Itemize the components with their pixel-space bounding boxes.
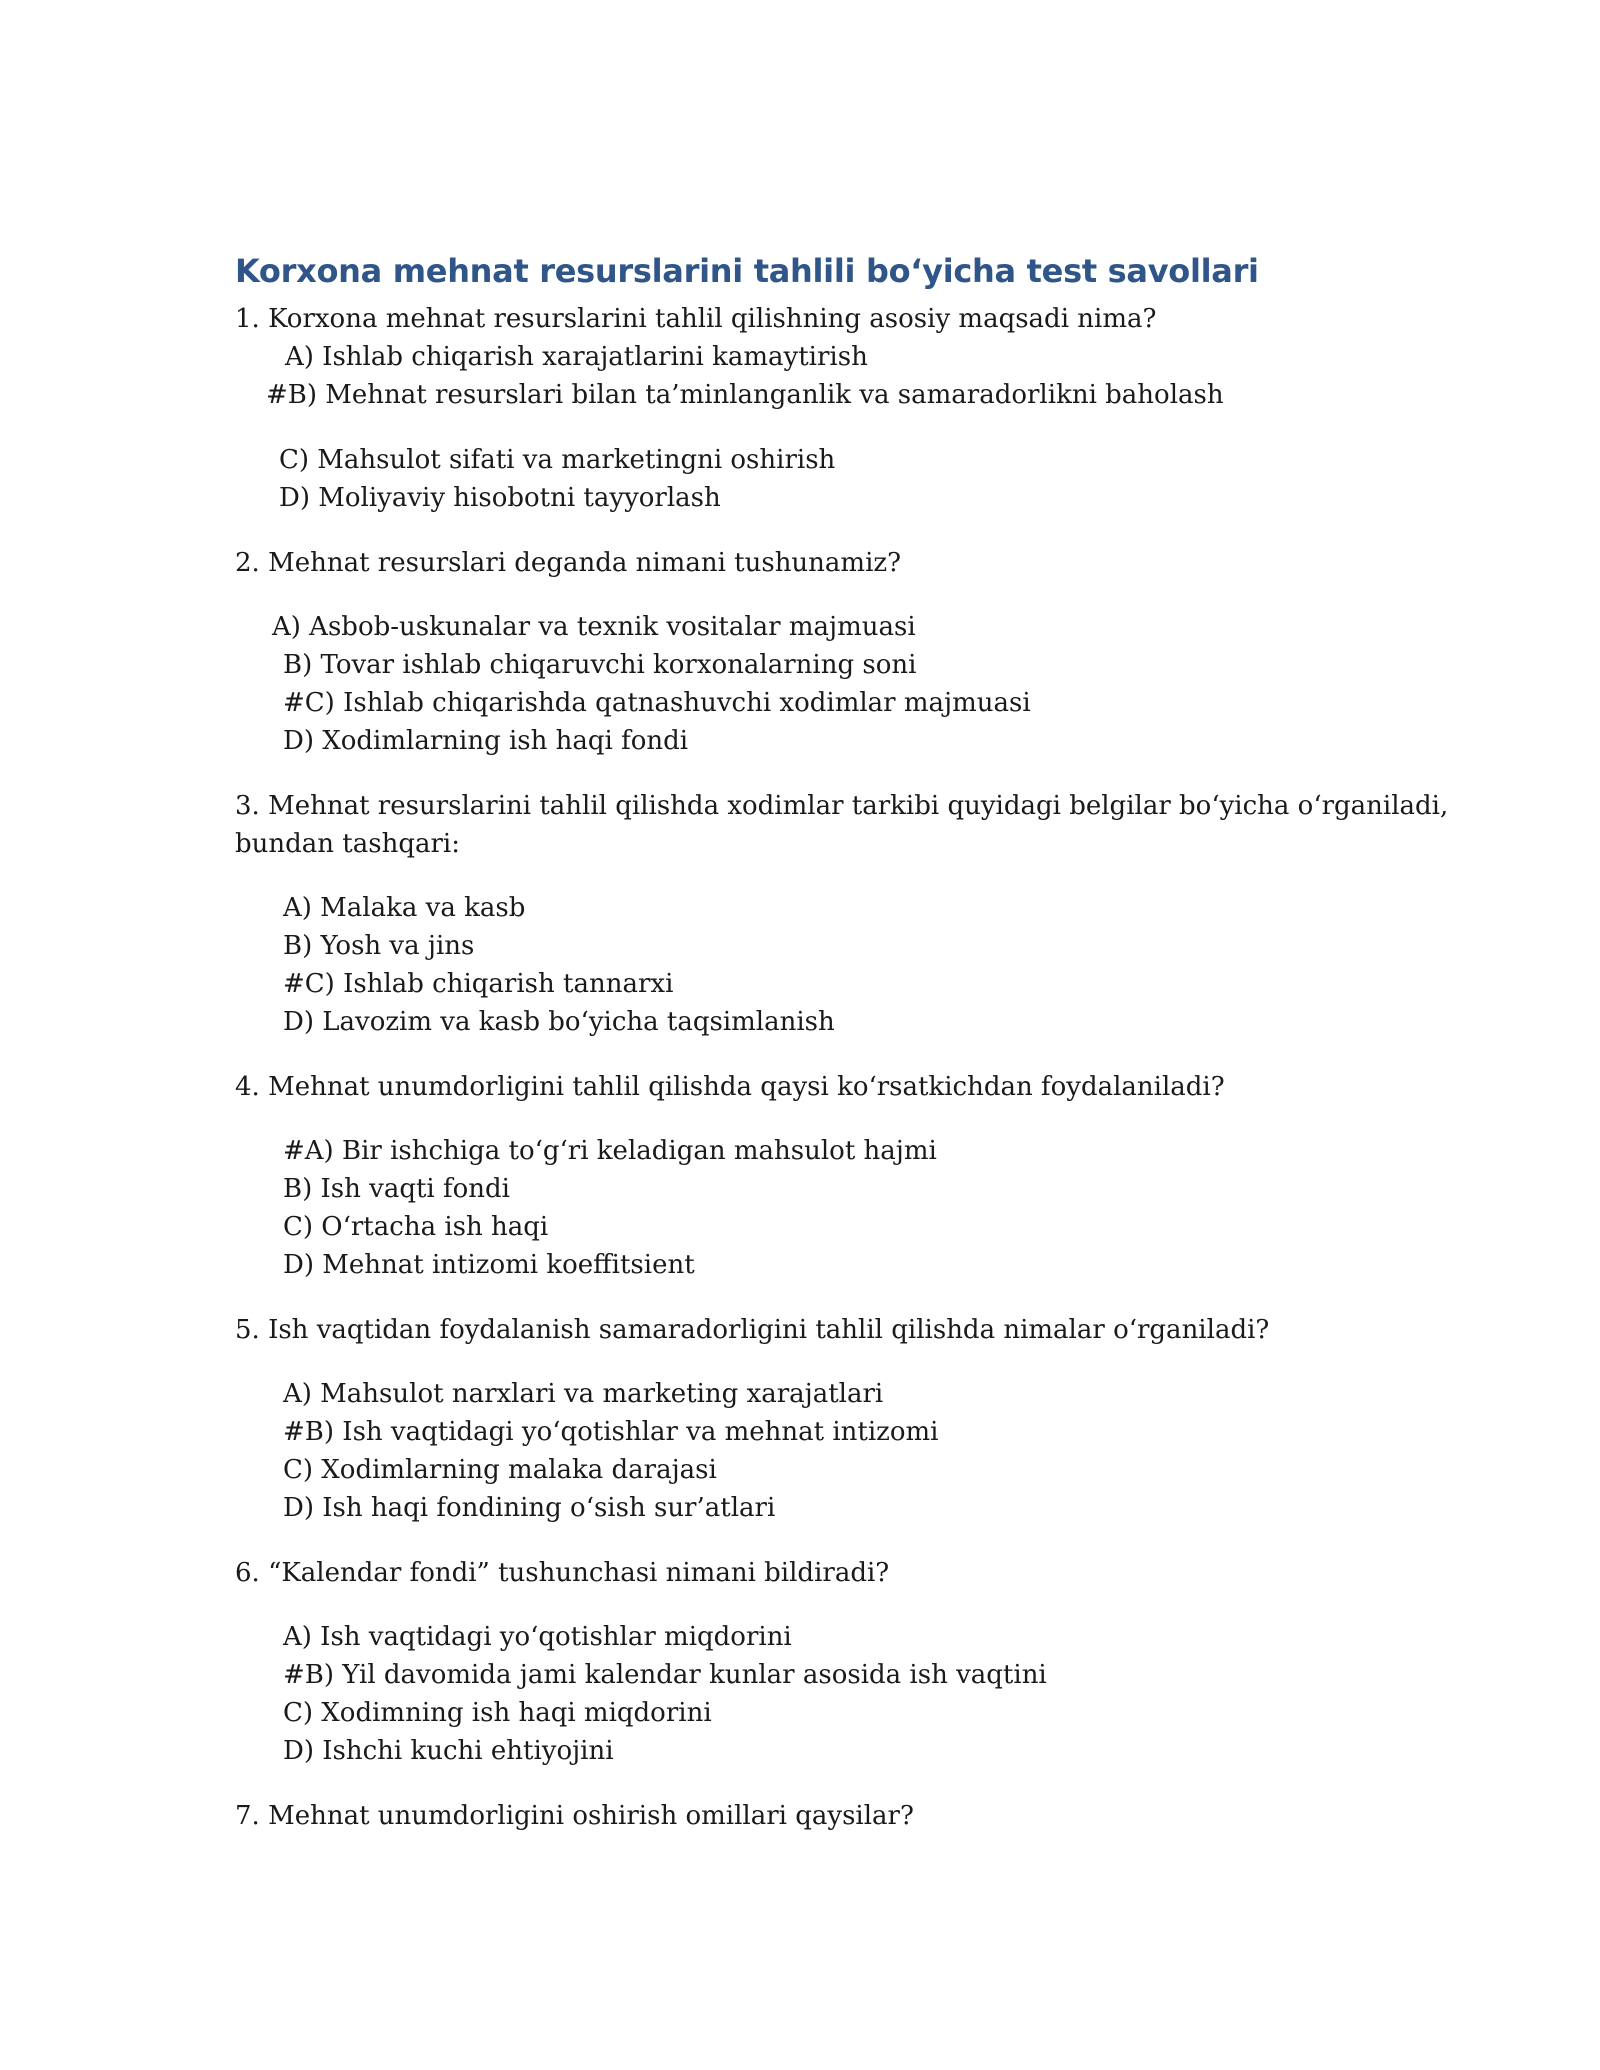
question-2-option-a: A) Asbob-uskunalar va texnik vositalar majmuasi bbox=[272, 612, 916, 642]
question-5-option-d: D) Ish haqi fondining o‘sish sur’atlari bbox=[283, 1493, 776, 1523]
question-6-option-b: #B) Yil davomida jami kalendar kunlar asosida ish vaqtini bbox=[283, 1660, 1047, 1690]
question-3-option-d: D) Lavozim va kasb bo‘yicha taqsimlanish bbox=[283, 1007, 835, 1037]
question-6-option-d: D) Ishchi kuchi ehtiyojini bbox=[283, 1736, 614, 1766]
question-3-option-a: A) Malaka va kasb bbox=[283, 893, 526, 923]
question-1-option-c: C) Mahsulot sifati va marketingni oshirish bbox=[279, 445, 836, 475]
question-4-option-b: B) Ish vaqti fondi bbox=[283, 1174, 510, 1204]
question-6-option-c: C) Xodimning ish haqi miqdorini bbox=[283, 1698, 712, 1728]
question-1-option-a: A) Ishlab chiqarish xarajatlarini kamaytirish bbox=[285, 342, 868, 372]
question-1-text: 1. Korxona mehnat resurslarini tahlil qilishning asosiy maqsadi nima? bbox=[235, 304, 1157, 334]
question-4-option-d: D) Mehnat intizomi koeffitsient bbox=[283, 1250, 695, 1280]
question-4-text: 4. Mehnat unumdorligini tahlil qilishda qaysi ko‘rsatkichdan foydalaniladi? bbox=[235, 1072, 1225, 1102]
question-6-text: 6. “Kalendar fondi” tushunchasi nimani bildiradi? bbox=[235, 1558, 890, 1588]
question-5-option-c: C) Xodimlarning malaka darajasi bbox=[283, 1455, 717, 1485]
question-6-option-a: A) Ish vaqtidagi yo‘qotishlar miqdorini bbox=[283, 1622, 792, 1652]
question-5-option-b: #B) Ish vaqtidagi yo‘qotishlar va mehnat intizomi bbox=[283, 1417, 939, 1447]
question-1-option-d: D) Moliyaviy hisobotni tayyorlash bbox=[279, 483, 721, 513]
question-2-option-d: D) Xodimlarning ish haqi fondi bbox=[283, 726, 689, 756]
question-2-option-c: #C) Ishlab chiqarishda qatnashuvchi xodimlar majmuasi bbox=[283, 688, 1031, 718]
question-3-text-line2: bundan tashqari: bbox=[235, 829, 460, 859]
question-3-option-c: #C) Ishlab chiqarish tannarxi bbox=[283, 969, 674, 999]
question-5-option-a: A) Mahsulot narxlari va marketing xarajatlari bbox=[283, 1379, 884, 1409]
question-3-option-b: B) Yosh va jins bbox=[283, 931, 475, 961]
question-3-text-line1: 3. Mehnat resurslarini tahlil qilishda xodimlar tarkibi quyidagi belgilar bo‘yicha o‘rganiladi, bbox=[235, 791, 1449, 821]
question-5-text: 5. Ish vaqtidan foydalanish samaradorligini tahlil qilishda nimalar o‘rganiladi? bbox=[235, 1315, 1270, 1345]
question-2-text: 2. Mehnat resurslari deganda nimani tushunamiz? bbox=[235, 548, 902, 578]
document-title: Korxona mehnat resurslarini tahlili bo‘yicha test savollari bbox=[235, 252, 1259, 290]
question-4-option-c: C) O‘rtacha ish haqi bbox=[283, 1212, 549, 1242]
question-1-option-b: #B) Mehnat resurslari bilan ta’minlanganlik va samaradorlikni baholash bbox=[266, 380, 1224, 410]
question-7-text: 7. Mehnat unumdorligini oshirish omillari qaysilar? bbox=[235, 1801, 914, 1831]
question-2-option-b: B) Tovar ishlab chiqaruvchi korxonalarning soni bbox=[283, 650, 917, 680]
question-4-option-a: #A) Bir ishchiga to‘g‘ri keladigan mahsulot hajmi bbox=[283, 1136, 937, 1166]
